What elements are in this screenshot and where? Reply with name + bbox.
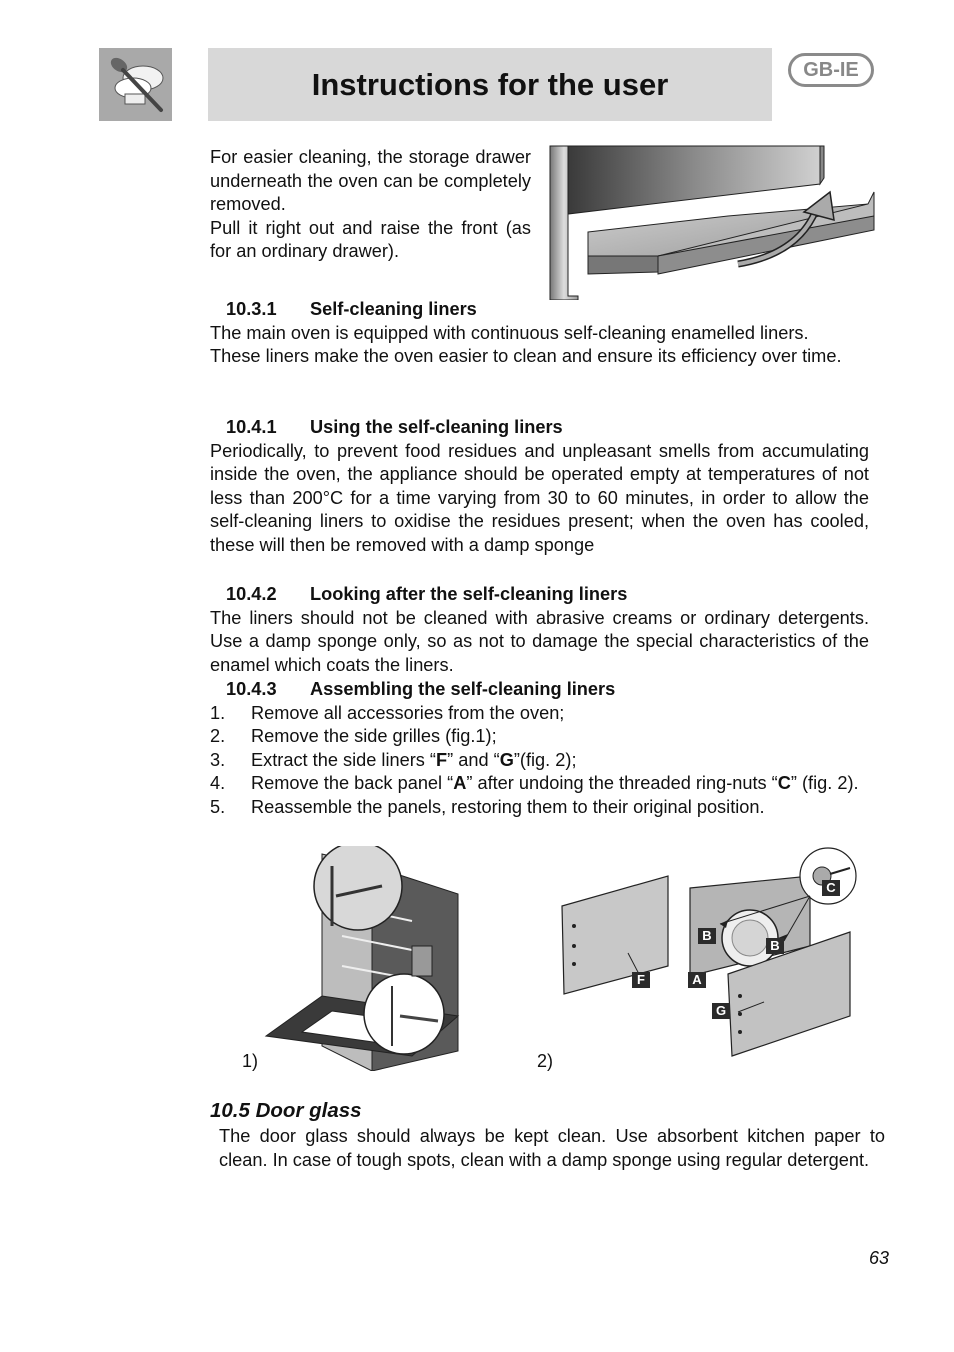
heading-text: Assembling the self-cleaning liners (310, 679, 616, 699)
label-c: C (822, 880, 840, 896)
heading-text: Looking after the self-cleaning liners (310, 584, 628, 604)
list-item: 2. Remove the side grilles (fig.1); (210, 726, 497, 747)
list-item: 3. Extract the side liners “F” and “G”(fig. 2); (210, 749, 577, 770)
heading-number: 10.4.2 (226, 584, 277, 604)
intro-text (210, 146, 531, 264)
list-item: 4. Remove the back panel “A” after undoing the threaded ring-nuts “C” (fig. 2). (210, 773, 859, 794)
label-b-right: B (766, 938, 784, 954)
heading-10-4-1 (210, 416, 869, 440)
section-10-4-2 (210, 583, 869, 677)
page-number: 63 (869, 1248, 890, 1268)
page-title: Instructions for the user (311, 66, 669, 102)
section-10-3-1 (210, 298, 869, 369)
section-10-4-3 (210, 678, 869, 820)
paragraph: These liners make the oven easier to clean and ensure its efficiency over time. (210, 346, 842, 367)
heading-10-3-1 (210, 298, 869, 322)
heading-10-5: 10.5 Door glass (210, 1099, 362, 1122)
paragraph: The door glass should always be kept clean. Use absorbent kitchen paper to clean. In case of tough spots, clean with a damp sponge using regular detergent. (219, 1126, 885, 1170)
heading-number: 10.4.3 (226, 679, 277, 699)
label-f: F (632, 972, 650, 988)
figure-1-label: 1) (242, 1051, 259, 1071)
drawer-illustration (548, 144, 878, 300)
label-g: G (712, 1003, 730, 1019)
paragraph: The main oven is equipped with continuous self-cleaning enamelled liners. (210, 322, 809, 343)
heading-text: Using the self-cleaning liners (310, 417, 563, 437)
paragraph: Periodically, to prevent food residues and unpleasant smells from accumulating inside the oven, the appliance should be operated empty at temperatures of not less than 200°C for a time varying from 30 to 60 minutes, in order to allow the self-cleaning liners to oxidise the residues present; when the oven has cooled, these will then be removed with a damp sponge (210, 440, 869, 555)
figure-2-liner-panels (560, 846, 860, 1071)
intro-paragraph-2: Pull it right out and raise the front (as for an ordinary drawer). (210, 217, 531, 262)
label-b-left: B (698, 928, 716, 944)
heading-10-4-2 (210, 583, 869, 607)
chef-spoon-logo-icon (99, 48, 172, 121)
header-title-bar (208, 48, 772, 121)
heading-text: Self-cleaning liners (310, 299, 477, 319)
section-10-4-1 (210, 416, 869, 558)
list-item: 5. Reassemble the panels, restoring them to their original position. (210, 796, 765, 817)
heading-10-4-3 (210, 678, 869, 702)
section-10-5 (219, 1125, 885, 1172)
list-item: 1. Remove all accessories from the oven; (210, 702, 565, 723)
figure-2-label: 2) (537, 1051, 554, 1071)
label-a: A (688, 972, 706, 988)
intro-paragraph-1: For easier cleaning, the storage drawer underneath the oven can be completely removed. (210, 147, 531, 215)
heading-number: 10.4.1 (226, 417, 277, 437)
chef-logo (99, 48, 172, 121)
country-badge: GB-IE (788, 53, 874, 87)
heading-number: 10.3.1 (226, 299, 277, 319)
paragraph: The liners should not be cleaned with abrasive creams or ordinary detergents. Use a damp sponge only, so as not to damage the special characteristics of the enamel which coats the liners. (210, 607, 869, 675)
figure-1-oven-side-grilles (262, 846, 462, 1071)
